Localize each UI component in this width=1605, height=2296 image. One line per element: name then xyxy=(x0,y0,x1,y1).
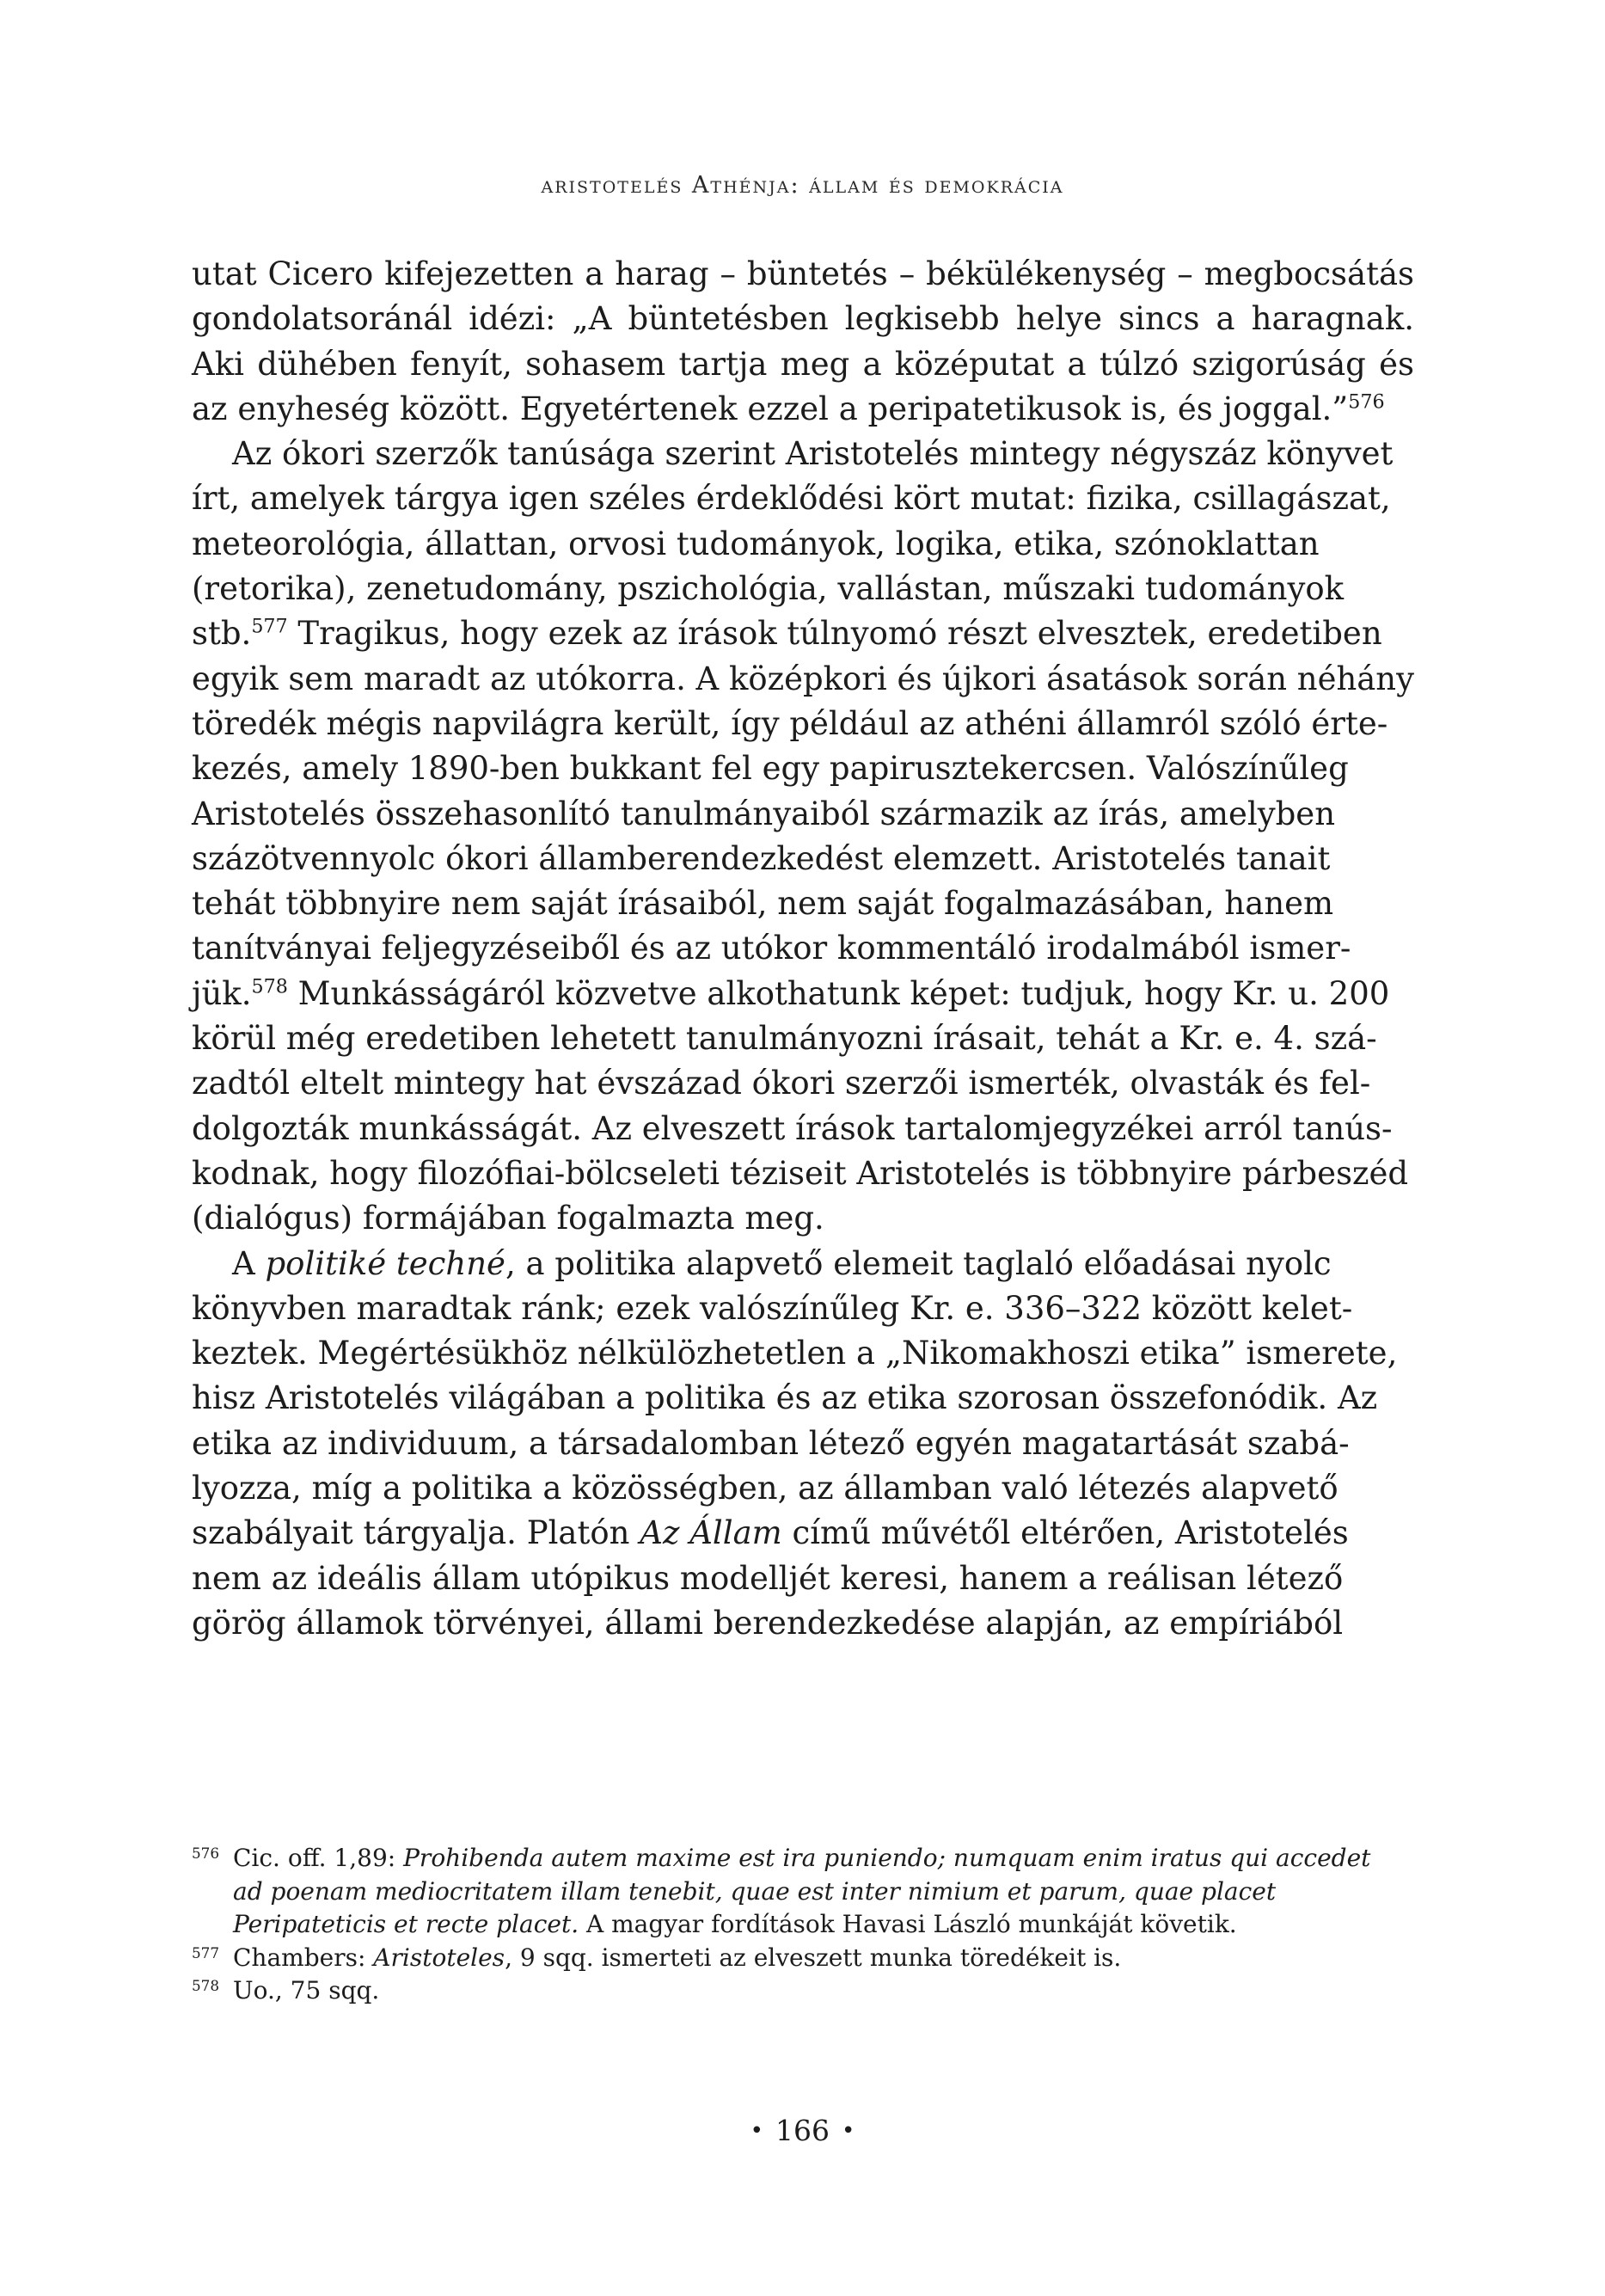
text-run: stb. xyxy=(192,615,252,653)
footnote-line: Uo., 75 sqq. xyxy=(233,1976,380,2004)
footnote-number: 577 xyxy=(192,1943,220,1961)
text-run: A magyar fordítások Havasi László munkáját követik. xyxy=(579,1910,1237,1938)
text-line: százötvennyolc ókori államberendezkedést elemzett. Aristotelés tanait xyxy=(192,839,1331,877)
text-line: (retorika), zenetudomány, pszichológia, vallástan, műszaki tudományok xyxy=(192,570,1345,608)
footnote-number: 576 xyxy=(192,1845,220,1862)
footnote-line xyxy=(233,1942,1414,1975)
text-line: kezés, amely 1890-ben bukkant fel egy papirusztekercsen. Valószínűleg xyxy=(192,750,1349,788)
text-line: tanítványai feljegyzéseiből és az utókor kommentáló irodalmából ismer- xyxy=(192,930,1351,967)
paragraph-1 xyxy=(192,252,1414,432)
footnote-578 xyxy=(192,1974,1414,2008)
text-run: című művétől eltérően, Aristotelés xyxy=(781,1514,1349,1552)
footnote-ref-577[interactable]: 577 xyxy=(251,615,288,638)
latin-quote: ad poenam mediocritatem illam tenebit, quae est inter nimium et parum, quae placet xyxy=(233,1876,1277,1906)
text-line: keztek. Megértésükhöz nélkülözhetetlen a „Nikomakhoszi etika” ismerete, xyxy=(192,1335,1398,1372)
text-line: Aristotelés összehasonlító tanulmányaiból származik az írás, amelyben xyxy=(192,795,1336,832)
text-line: tehát többnyire nem saját írásaiból, nem saját fogalmazásában, hanem xyxy=(192,885,1334,923)
italic-title: Az Állam xyxy=(640,1514,782,1552)
latin-quote: Prohibenda autem maxime est ira puniendo; numquam enim iratus qui accedet xyxy=(403,1844,1371,1872)
bullet-icon: • xyxy=(842,2118,855,2144)
italic-term: politiké techné xyxy=(265,1244,505,1282)
latin-quote: Peripateticis et recte placet. xyxy=(233,1910,579,1938)
footnote-576 xyxy=(192,1842,1414,1942)
text-line: Aki dühében fenyít, sohasem tartja meg a középutat a túlzó szigorúság és xyxy=(192,345,1414,383)
text-line: zadtól eltelt mintegy hat évszázad ókori szerzői ismerték, olvasták és fel- xyxy=(192,1065,1371,1102)
main-text xyxy=(192,252,1414,1646)
text-run: Cic. off. 1,89: xyxy=(233,1844,404,1872)
text-line: kodnak, hogy filozófiai-bölcseleti téziseit Aristotelés is többnyire párbeszéd xyxy=(192,1154,1409,1192)
footnote-number: 578 xyxy=(192,1977,220,1994)
paragraph-3 xyxy=(192,1242,1414,1647)
text-line: nem az ideális állam utópikus modelljét keresi, hanem a reálisan létező xyxy=(192,1559,1344,1597)
text-run: szabályait tárgyalja. Platón xyxy=(192,1514,640,1552)
text-line: hisz Aristotelés világában a politika és az etika szorosan összefonódik. Az xyxy=(192,1379,1378,1417)
text-run: , a politika alapvető elemeit taglaló előadásai nyolc xyxy=(505,1244,1332,1282)
text-run: A xyxy=(232,1244,266,1282)
text-line: görög államok törvényei, állami berendezkedése alapján, az empíriából xyxy=(192,1604,1344,1642)
text-run: Tragikus, hogy ezek az írások túlnyomó részt elvesztek, eredetiben xyxy=(287,615,1382,653)
text-run: az enyheség között. Egyetértenek ezzel a peripatetikusok is, és joggal.” xyxy=(192,390,1349,427)
text-line xyxy=(192,611,1414,656)
text-line: (dialógus) formájában fogalmazta meg. xyxy=(192,1200,824,1237)
text-run: , 9 sqq. ismerteti az elveszett munka töredékeit is. xyxy=(505,1943,1122,1972)
bullet-icon: • xyxy=(750,2118,763,2144)
footnote-line xyxy=(233,1875,1414,1909)
footnote-ref-578[interactable]: 578 xyxy=(251,975,288,998)
footnotes xyxy=(192,1842,1414,2008)
text-line xyxy=(192,1242,1414,1286)
text-line: körül még eredetiben lehetett tanulmányozni írásait, tehát a Kr. e. 4. szá- xyxy=(192,1020,1377,1058)
book-title: Aristoteles xyxy=(373,1943,505,1972)
text-line xyxy=(192,387,1414,432)
text-run: Chambers: xyxy=(233,1943,374,1972)
text-run: jük. xyxy=(192,974,252,1012)
page-number: 166 xyxy=(775,2114,830,2147)
text-line: írt, amelyek tárgya igen széles érdeklődési kört mutat: fizika, csillagászat, xyxy=(192,480,1391,518)
page-footer xyxy=(0,2114,1605,2147)
footnote-ref-576[interactable]: 576 xyxy=(1348,390,1385,414)
text-line: meteorológia, állattan, orvosi tudományok, logika, etika, szónoklattan xyxy=(192,525,1320,562)
text-line: etika az individuum, a társadalomban létező egyén magatartását szabá- xyxy=(192,1424,1350,1462)
text-line: Az ókori szerzők tanúsága szerint Aristotelés mintegy négyszáz könyvet xyxy=(232,435,1394,473)
text-line: gondolatsoránál idézi: „A büntetésben legkisebb helye sincs a haragnak. xyxy=(192,300,1414,338)
text-line: lyozza, míg a politika a közösségben, az államban való létezés alapvető xyxy=(192,1470,1339,1507)
paragraph-2-body xyxy=(192,476,1414,1241)
text-line: dolgozták munkásságát. Az elveszett írások tartalomjegyzékei arról tanús- xyxy=(192,1109,1393,1147)
text-line: egyik sem maradt az utókorra. A középkori és újkori ásatások során néhány xyxy=(192,660,1414,697)
running-header: aristotelés Athénja: állam és demokrácia xyxy=(541,172,1064,199)
text-line: könyvben maradtak ránk; ezek valószínűleg Kr. e. 336–322 között kelet- xyxy=(192,1289,1353,1327)
footnote-line xyxy=(233,1908,1414,1942)
text-line: töredék mégis napvilágra került, így például az athéni államról szóló érte- xyxy=(192,704,1388,742)
footnote-577 xyxy=(192,1942,1414,1975)
text-line xyxy=(192,972,1414,1016)
text-line: utat Cicero kifejezetten a harag – büntetés – békülékenység – megbocsátás xyxy=(192,255,1414,292)
footnote-line xyxy=(233,1842,1414,1875)
paragraph-2 xyxy=(192,432,1414,476)
text-run: Munkásságáról közvetve alkothatunk képet: tudjuk, hogy Kr. u. 200 xyxy=(287,974,1390,1012)
text-line xyxy=(192,1511,1414,1556)
